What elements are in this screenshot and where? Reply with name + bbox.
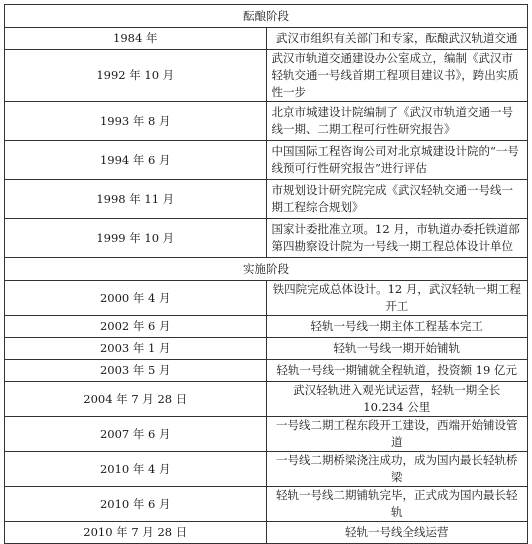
date-cell: 2002 年 6 月 bbox=[5, 316, 267, 338]
event-cell: 北京市城建设计院编制了《武汉市轨道交通一号线一期、二期工程可行性研究报告》 bbox=[266, 102, 528, 141]
date-cell: 2000 年 4 月 bbox=[5, 281, 267, 316]
table-row bbox=[5, 382, 528, 417]
date-cell: 2003 年 1 月 bbox=[5, 338, 267, 360]
table-row bbox=[5, 522, 528, 544]
table-row bbox=[5, 141, 528, 180]
section-title: 实施阶段 bbox=[5, 258, 528, 281]
event-cell: 铁四院完成总体设计。12 月，武汉轻轨一期工程开工 bbox=[266, 281, 528, 316]
date-cell: 1984 年 bbox=[5, 28, 267, 50]
table-row bbox=[5, 417, 528, 452]
table-row bbox=[5, 452, 528, 487]
date-cell: 1992 年 10 月 bbox=[5, 50, 267, 102]
timeline-table-body bbox=[5, 5, 528, 544]
table-row bbox=[5, 360, 528, 382]
date-cell: 2003 年 5 月 bbox=[5, 360, 267, 382]
table-row bbox=[5, 338, 528, 360]
table-row bbox=[5, 316, 528, 338]
section-header-row bbox=[5, 258, 528, 281]
table-row bbox=[5, 487, 528, 522]
date-cell: 1998 年 11 月 bbox=[5, 180, 267, 219]
event-cell: 国家计委批准立项。12 月，市轨道办委托铁道部第四勘察设计院为一号线一期工程总体设计单位 bbox=[266, 219, 528, 258]
event-cell: 一号线二期工程东段开工建设，西端开始铺设管道 bbox=[266, 417, 528, 452]
event-cell: 轻轨一号线一期铺就全程轨道，投资额 19 亿元 bbox=[266, 360, 528, 382]
table-row bbox=[5, 50, 528, 102]
event-cell: 轻轨一号线二期铺轨完毕，正式成为国内最长轻轨 bbox=[266, 487, 528, 522]
table-row bbox=[5, 180, 528, 219]
date-cell: 2007 年 6 月 bbox=[5, 417, 267, 452]
table-row bbox=[5, 281, 528, 316]
date-cell: 2004 年 7 月 28 日 bbox=[5, 382, 267, 417]
event-cell: 轻轨一号线一期开始铺轨 bbox=[266, 338, 528, 360]
date-cell: 1994 年 6 月 bbox=[5, 141, 267, 180]
date-cell: 1993 年 8 月 bbox=[5, 102, 267, 141]
date-cell: 2010 年 4 月 bbox=[5, 452, 267, 487]
table-row bbox=[5, 219, 528, 258]
event-cell: 武汉轻轨进入观光试运营，轻轨一期全长 10.234 公里 bbox=[266, 382, 528, 417]
table-row bbox=[5, 28, 528, 50]
section-header-row bbox=[5, 5, 528, 28]
date-cell: 2010 年 6 月 bbox=[5, 487, 267, 522]
event-cell: 武汉市轨道交通建设办公室成立，编制《武汉市轻轨交通一号线首期工程项目建议书》，跨出实质性一步 bbox=[266, 50, 528, 102]
date-cell: 1999 年 10 月 bbox=[5, 219, 267, 258]
table-row bbox=[5, 102, 528, 141]
timeline-table bbox=[4, 4, 528, 544]
event-cell: 轻轨一号线一期主体工程基本完工 bbox=[266, 316, 528, 338]
event-cell: 中国国际工程咨询公司对北京城建设计院的“一号线预可行性研究报告”进行评估 bbox=[266, 141, 528, 180]
event-cell: 市规划设计研究院完成《武汉轻轨交通一号线一期工程综合规划》 bbox=[266, 180, 528, 219]
event-cell: 轻轨一号线全线运营 bbox=[266, 522, 528, 544]
event-cell: 一号线二期桥梁浇注成功，成为国内最长轻轨桥梁 bbox=[266, 452, 528, 487]
date-cell: 2010 年 7 月 28 日 bbox=[5, 522, 267, 544]
section-title: 酝酿阶段 bbox=[5, 5, 528, 28]
event-cell: 武汉市组织有关部门和专家，酝酿武汉轨道交通 bbox=[266, 28, 528, 50]
timeline-table-container bbox=[4, 4, 528, 544]
